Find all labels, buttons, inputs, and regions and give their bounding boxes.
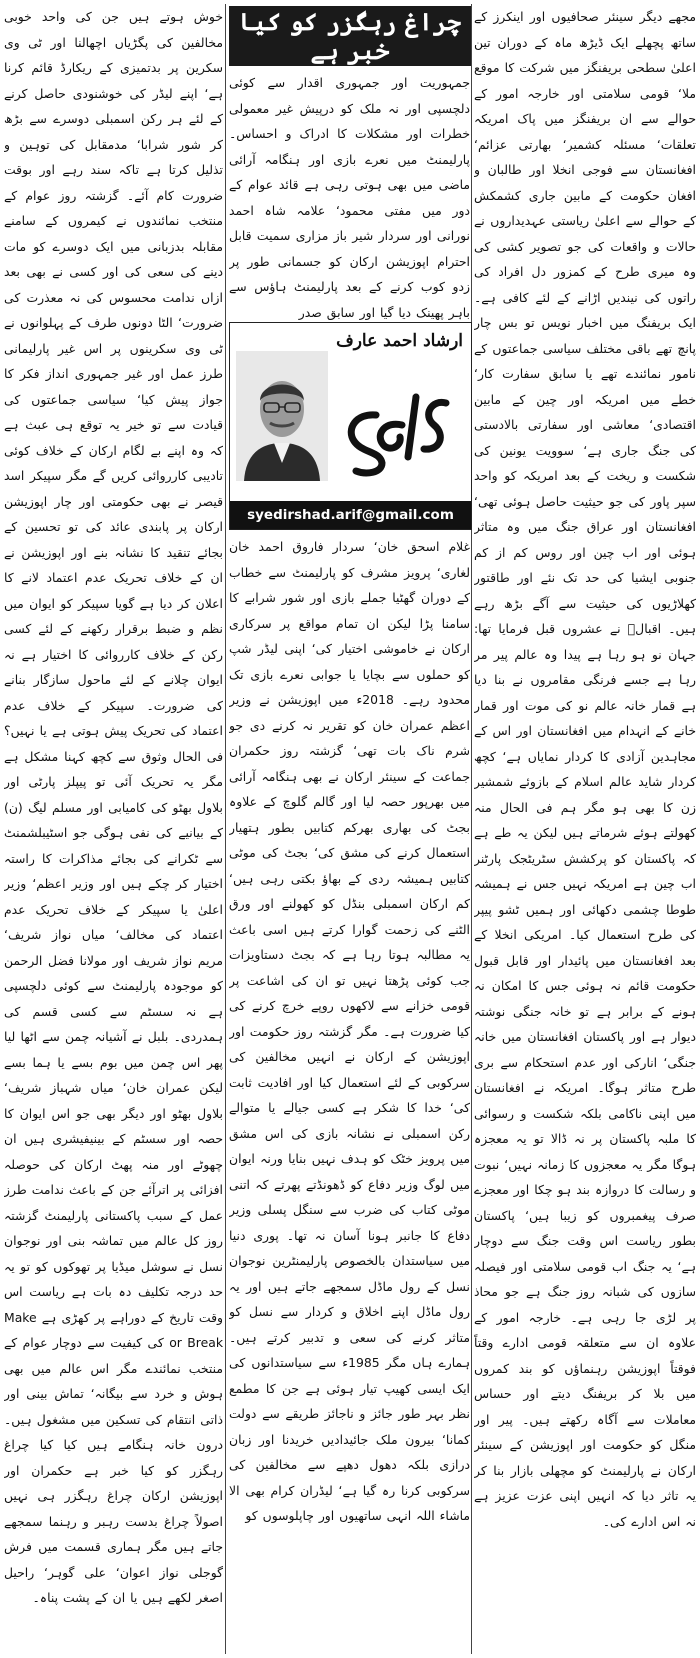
column-middle (229, 4, 470, 1654)
headline: چراغ رہگزر کو کیا خبر ہے (229, 6, 471, 66)
author-name: ارشاد احمد عارف (336, 331, 463, 351)
column-divider-left (225, 4, 226, 1654)
newspaper-column-page (4, 4, 696, 1654)
byline-box (229, 322, 472, 530)
column-right-text: مجھے دیگر سینئر صحافیوں اور اینکرز کے ساتھ پچھلے ایک ڈیڑھ ماہ کے دوران تین اعلیٰ سطحی بریفنگز میں شرکت کا موقع ملا‘ قومی سلامتی اور خارجہ امور کے حوالے سے ان بریفنگز میں پاک امریکہ تعلقات‘ مسئلہ کشمیر‘ بھارتی عزائم‘ افغانستان سے فوجی انخلا اور طالبان و افغان حکومت کے مابین جاری کشمکش کے حوالے سے اعلیٰ ریاستی عہدیداروں نے حالات و واقعات کی جو تصویر کشی کی وہ میری طرح کے کمزور دل افراد کی راتوں کی نیندیں اڑانے کے لئے کافی ہے۔ ایک بریفنگ میں اخبار نویس تو بس چار پانچ تھے باقی مختلف سیاسی جماعتوں کے نامور نمائندے تھے یا سابق سفارت کار‘ خطے میں امریکہ اور چین کے مابین اقتصادی‘ معاشی اور سفارتی بالادستی کی جنگ جاری ہے‘ سوویت یونین کی شکست و ریخت کے بعد امریکہ کو واحد سپر پاور کی جو حیثیت حاصل ہوئی تھی‘ افغانستان اور عراق جنگ میں وہ متاثر ہوئی اور اب چین اور روس کم از کم جنوبی ایشیا کی حد تک نئے اور طاقتور کھلاڑیوں کی حیثیت سے آگے بڑھ رہے ہیں۔ اقبالؒ نے عشروں قبل فرمایا تھا: جہان نو ہو رہا ہے پیدا وہ عالم پیر مر رہا ہے جسے فرنگی مقامروں نے بنا دیا ہے قمار خانہ عالم نو کی موت اور قمار خانے کے انہدام میں افغانستان اور اس کے مجاہدین آزادی کا کردار نمایاں ہے‘ کچھ کردار شاید عالم اسلام کے بازوئے شمشیر زن کا بھی ہو مگر ہم فی الحال منہ کھولتے ہوئے شرماتے ہیں لیکن یہ طے ہے کہ پاکستان کو پرکشش سٹریٹجک پارٹنر اب چین ہے امریکہ نہیں جس نے ہمیشہ طوطا چشمی دکھائی اور ہمیں ٹشو پیپر کی طرح استعمال کیا۔ امریکی انخلا کے بعد افغانستان میں پائیدار اور قابل قبول حکومت قائم نہ ہوئی جس کا امکان نہ ہونے کے برابر ہے تو خانہ جنگی نوشتہ دیوار ہے اور پاکستان افغانستان میں خانہ جنگی‘ انارکی اور عدم استحکام سے بری طرح متاثر ہوگا۔ امریکہ نے افغانستان میں اپنی ناکامی بلکہ شکست و رسوائی کا ملبہ پاکستان پر نہ ڈالا تو یہ معجزہ ہوگا مگر یہ معجزوں کا زمانہ نہیں‘ نبوت و رسالت کا دروازہ بند ہو چکا اور معجزے صرف پیغمبروں کو زیبا ہیں‘ پاکستان بطور ریاست اس وقت جنگ سے دوچار ہے‘ یہ جنگ اب قومی سلامتی اور فیصلہ سازوں کی شبانہ روز جنگ ہے جو محاذ پر لڑی جا رہی ہے۔ خارجہ امور کے علاوہ ان سے متعلقہ قومی ادارے وقتاً فوقتاً اپوزیشن رہنماؤں کو بند کمروں میں بلا کر بریفنگ دیتے اور حساس معاملات سے آگاہ رکھتے ہیں۔ پیر اور منگل کو حکومت اور اپوزیشن کے سینئر ارکان نے پارلیمنٹ کو مچھلی بازار بنا کر یہ تاثر دیا کہ انہیں اپنی عزت عزیز ہے نہ اس ادارے کی۔ (474, 9, 696, 1529)
author-email: syedirshad.arif@gmail.com (230, 501, 471, 529)
column-logo-calligraphy (336, 385, 461, 481)
column-middle-text-bottom: غلام اسحق خان‘ سردار فاروق احمد خان لغاری‘ پرویز مشرف کو پارلیمنٹ سے خطاب کے دوران گھٹیا جملے بازی اور شور شرابے کا سامنا پڑا لیکن ان تمام مواقع پر سرکاری ارکان نے خاموشی اختیار کی‘ اپنی لیڈر شپ کو حملوں سے بچایا یا جوابی نعرے بازی تک محدود رہے۔ 2018ء میں اپوزیشن نے وزیر اعظم عمران خان کو تقریر نہ کرنے دی جو شرم ناک بات تھی‘ گزشتہ روز حکمران جماعت کے سینئر ارکان نے بھی ہنگامہ آرائی میں بھرپور حصہ لیا اور گالم گلوچ کے علاوہ بجٹ کی بھاری بھرکم کتابیں بطور ہتھیار استعمال کرنے کی مشق کی‘ بجٹ کی موٹی کتابیں ہمیشہ ردی کے بھاؤ بکتی رہی ہیں‘ کم ارکان اسمبلی بنڈل کو کھولنے اور ورق الٹنے کی زحمت گوارا کرتے ہیں اسی باعث یہ مطالبہ ہوتا رہا ہے کہ بجٹ دستاویزات جب کوئی پڑھتا نہیں تو ان کی اشاعت پر قومی خزانے سے لاکھوں روپے خرچ کرنے کی کیا ضرورت ہے۔ مگر گزشتہ روز حکومت اور اپوزیشن کے ارکان نے انہیں مخالفین کی سرکوبی کے لئے استعمال کیا اور افادیت ثابت کی‘ خدا کا شکر ہے کسی جیالے یا متوالے رکن اسمبلی نے نشانہ بازی کی اس مشق میں پرویز خٹک کو ہدف نہیں بنایا ورنہ ایوان میں لوگ وزیر دفاع کو ڈھونڈتے پھرتے کہ اتنی موٹی کتاب کی ضرب سے سنگل پسلی وزیر دفاع کا جانبر ہونا آسان نہ تھا۔ پوری دنیا میں سیاستدان بالخصوص پارلیمنٹرین نوجوان نسل کے رول ماڈل سمجھے جاتے ہیں اور یہ رول ماڈل اپنے اخلاق و کردار سے نسل کو متاثر کرنے کی سعی و تدبیر کرتے ہیں۔ ہمارے ہاں مگر 1985ء سے سیاستدانوں کی ایک ایسی کھیپ تیار ہوئی ہے جن کا مطمع نظر بہر طور جائز و ناجائز طریقے سے دولت کمانا‘ بیرون ملک جائیدادیں خریدنا اور زبان درازی بلکہ دھول دھپے سے مخالفین کی سرکوبی کرنا رہ گیا ہے‘ لیڈران کرام بھی الا ماشاء اللہ انہی ساتھیوں اور چاپلوسوں کو (229, 539, 470, 1523)
author-photo (236, 351, 328, 481)
column-left-text: خوش ہوتے ہیں جن کی واحد خوبی مخالفین کی پگڑیاں اچھالنا اور ٹی وی سکرین پر بدتمیزی کے ریکارڈ قائم کرنا ہے‘ اپنے لیڈر کی خوشنودی حاصل کرنے کے لئے ہر رکن اسمبلی دوسرے سے بڑھ کر شور شرابا‘ مدمقابل کی توہین و تذلیل کرتا ہے تاکہ سند رہے اور بوقت ضرورت کام آئے۔ گزشتہ روز عوام کے منتخب نمائندوں نے کیمروں کے سامنے مقابلہ بدزبانی میں ایک دوسرے کو مات دینے کی سعی کی اور کسی نے بھی بعد ازاں ندامت محسوس کی نہ معذرت کی ضرورت‘ الٹا دونوں طرف کے پہلوانوں نے ٹی وی سکرینوں پر اس غیر پارلیمانی طرز عمل اور غیر جمہوری انداز فکر کا جواز پیش کیا‘ سیاسی جماعتوں کی قیادت سے تو خیر یہ توقع ہی عبث ہے کہ وہ اپنے بے لگام ارکان کے خلاف کوئی تادیبی کارروائی کریں گے مگر سپیکر اسد قیصر نے بھی حکومتی اور چار اپوزیشن ارکان پر پابندی عائد کی تو تحسین کے بجائے تنقید کا نشانہ بنے اور اپوزیشن نے ان کے خلاف تحریک عدم اعتماد لانے کا اعلان کر دیا ہے گویا سپیکر کو ایوان میں نظم و ضبط برقرار رکھنے کے لئے کسی رکن کے خلاف کارروائی کا اختیار ہے نہ ایوان چلانے کے لئے ماحول سازگار بنانے کی ضرورت۔ سپیکر کے خلاف عدم اعتماد کی تحریک پیش ہوتی ہے یا نہیں؟ فی الحال وثوق سے کچھ کہنا مشکل ہے مگر یہ تحریک آئی تو پیپلز پارٹی اور بلاول بھٹو کی کامیابی اور مسلم لیگ (ن) کے بیانیے کی نفی ہوگی جو اسٹیبلشمنٹ سے ٹکرانے کی بجائے مذاکرات کا راستہ اختیار کر چکے ہیں اور وزیر اعظم‘ وزیر اعلیٰ یا سپیکر کے خلاف تحریک عدم اعتماد کی مخالف‘ میاں نواز شریف‘ مریم نواز شریف اور مولانا فضل الرحمن کو موجودہ پارلیمنٹ سے کوئی دلچسپی ہے نہ سسٹم سے کسی قسم کی ہمدردی۔ بلبل نے آشیانہ چمن سے اٹھا لیا پھر اس چمن میں بوم بسے یا ہما بسے لیکن عمران خان‘ میاں شہباز شریف‘ بلاول بھٹو اور دیگر بھی جو اس ایوان کا حصہ اور سسٹم کے بینیفیشری ہیں ان چھوٹے اور منہ پھٹ ارکان کی حوصلہ افزائی پر اترآئے جن کے باعث ندامت طرز عمل کے سبب پاکستانی پارلیمنٹ گزشتہ روز کل عالم میں تماشہ بنی اور نوجوان نسل نے سوشل میڈیا پر تھوکوں کو تو یہ حد درجہ تکلیف دہ بات ہے ریاست اس وقت تاریخ کے دوراہے پر کھڑی ہے Make or Break کی کیفیت سے دوچار عوام کے منتخب نمائندے مگر اس عالم میں بھی ہوش و خرد سے بیگانہ‘ تماش بینی اور ذاتی انتقام کی تسکین میں مشغول ہیں۔ درون خانہ ہنگامے ہیں کیا کیا چراغ رہگزر کو کیا خبر ہے حکمران اور اپوزیشن ارکان چراغ رہگزر ہی نہیں اصولاً چراغ بدست رہبر و رہنما سمجھے جاتے ہیں مگر ہماری قسمت میں فرش گوجلی نواز اعوان‘ علی گوہر‘ راحیل اصغر لکھے ہیں یا ان کے پشت پناہ۔ (4, 9, 223, 1605)
column-divider-right (471, 4, 472, 1654)
column-right (474, 4, 696, 1654)
column-middle-text-top: جمہوریت اور جمہوری اقدار سے کوئی دلچسپی اور نہ ملک کو درپیش غیر معمولی خطرات اور مشکلات کا ادراک و احساس۔ پارلیمنٹ میں نعرے بازی اور ہنگامہ آرائی ماضی میں بھی ہوتی رہی ہے قائد عوام کے دور میں مفتی محمود‘ علامہ شاہ احمد نورانی اور سردار شیر باز مزاری سمیت قابل احترام اپوزیشن ارکان کو جسمانی طور پر زدو کوب کرنے کے بعد پارلیمنٹ ہاؤس سے باہر پھینک دیا گیا اور سابق صدر (229, 75, 470, 320)
column-left (4, 4, 223, 1654)
